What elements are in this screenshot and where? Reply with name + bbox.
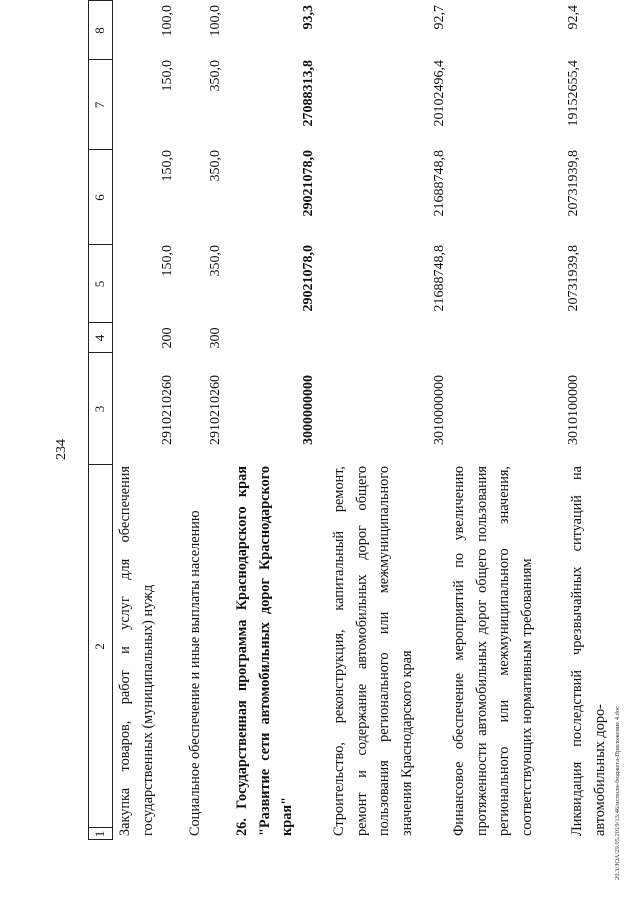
row-description-text: Государственная программа Краснодарского края "Развитие сети автомобильных дорог Краснодарского края" (234, 466, 295, 836)
row-code: 3010100000 (566, 375, 581, 445)
row-value-6: 21688748,8 (432, 150, 447, 217)
header-col-6: 6 (92, 194, 107, 201)
row-value-8: 92,4 (566, 5, 581, 30)
row-code: 3010000000 (432, 375, 447, 445)
row-value-8: 93,3 (301, 5, 316, 30)
row-value-5: 150,0 (160, 245, 175, 277)
row-code: 2910210260 (160, 375, 175, 445)
row-value-7: 27088313,8 (301, 60, 316, 127)
header-col-5: 5 (92, 280, 107, 288)
row-value-7: 150,0 (160, 60, 175, 92)
row-value-8: 100,0 (208, 5, 223, 37)
row-description (231, 466, 299, 836)
row-description: Финансовое обеспечение мероприятий по увеличению протяженности автомобильных дорог общего пользования регионального или межмуниципального значения, соответствующих нормативным требованиям (451, 466, 535, 836)
document-footer: 20.3/ЗОА/29.05.2019/13:46/исполн-бюджета-Приложение 4.doc (614, 705, 621, 880)
row-value-7: 350,0 (208, 60, 223, 92)
header-col-3: 3 (92, 405, 107, 413)
row-value-5: 21688748,8 (432, 245, 447, 312)
row-code: 2910210260 (208, 375, 223, 445)
header-col-4: 4 (92, 334, 107, 342)
row-description: Строительство, реконструкция, капитальный ремонт, ремонт и содержание автомобильных дорог общего пользования регионального или межмуниципального значения Краснодарского края (331, 466, 415, 836)
page-number: 234 (54, 439, 69, 460)
header-col-1: 1 (92, 830, 107, 838)
row-value-8: 92,7 (432, 5, 447, 30)
table-top-border (88, 0, 89, 840)
header-bottom-border (112, 0, 113, 840)
row-description: Социальное обеспечение и иные выплаты населению (187, 510, 203, 836)
row-value-5: 350,0 (208, 245, 223, 277)
row-value-8: 100,0 (160, 5, 175, 37)
row-value-6: 350,0 (208, 150, 223, 182)
row-value-5: 29021078,0 (301, 245, 316, 312)
row-value-6: 20731939,8 (566, 150, 581, 217)
header-col-7: 7 (92, 101, 107, 109)
budget-table (88, 0, 608, 840)
row-value-6: 150,0 (160, 150, 175, 182)
row-expense-type: 200 (160, 327, 175, 349)
row-value-7: 20102496,4 (432, 60, 447, 127)
row-value-6: 29021078,0 (301, 150, 316, 217)
row-value-5: 20731939,8 (566, 245, 581, 312)
row-number: 26. (234, 818, 250, 836)
row-description: Закупка товаров, работ и услуг для обеспечения государственных (муниципальных) нужд (117, 466, 156, 836)
row-code: 3000000000 (301, 375, 316, 445)
header-col-2: 2 (92, 643, 107, 650)
row-value-7: 19152655,4 (566, 60, 581, 127)
row-description: Ликвидация последствий чрезвычайных ситуаций на автомобильных доро- (569, 466, 608, 836)
header-col-8: 8 (92, 27, 107, 34)
row-expense-type: 300 (208, 327, 223, 349)
